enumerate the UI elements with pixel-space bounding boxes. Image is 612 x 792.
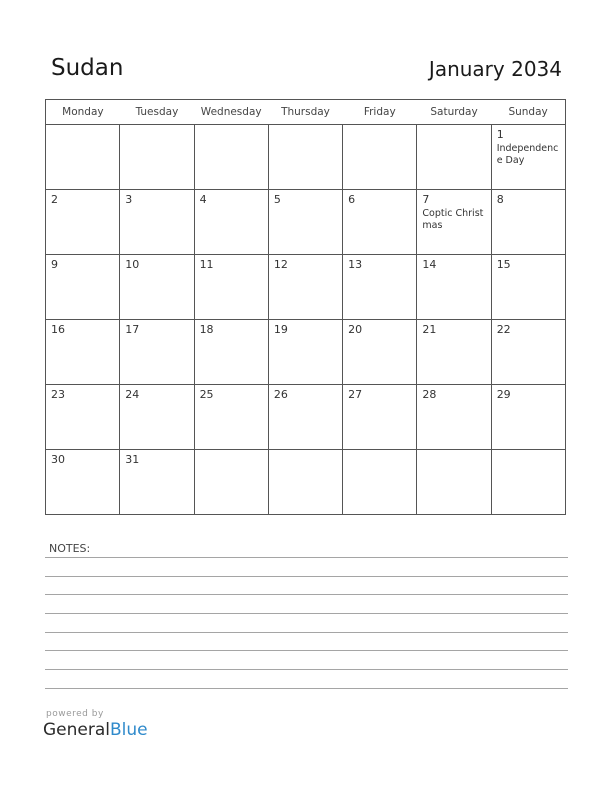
day-cell[interactable] xyxy=(194,320,268,385)
day-cell[interactable] xyxy=(491,190,565,255)
day-cell[interactable] xyxy=(417,385,491,450)
day-number: 11 xyxy=(199,258,214,271)
brand-logo[interactable] xyxy=(43,720,148,740)
day-number: 26 xyxy=(273,388,288,401)
day-number: 4 xyxy=(199,193,207,206)
week-row xyxy=(46,125,566,190)
weekday-header: Thursday xyxy=(268,100,342,125)
day-cell[interactable] xyxy=(417,125,491,190)
holiday-label: Coptic Christmas xyxy=(422,208,484,231)
weekday-header: Tuesday xyxy=(120,100,194,125)
day-cell[interactable] xyxy=(417,450,491,515)
day-cell[interactable] xyxy=(120,385,194,450)
day-cell[interactable] xyxy=(268,320,342,385)
notes-line xyxy=(45,594,568,595)
day-cell[interactable] xyxy=(343,320,417,385)
day-cell[interactable] xyxy=(417,320,491,385)
day-cell[interactable] xyxy=(46,320,120,385)
day-cell[interactable] xyxy=(491,125,565,190)
day-cell[interactable] xyxy=(46,190,120,255)
day-cell[interactable] xyxy=(120,450,194,515)
notes-line xyxy=(45,557,568,558)
brand-blue: Blue xyxy=(110,720,148,740)
day-number: 18 xyxy=(199,323,214,336)
day-number: 10 xyxy=(125,258,140,271)
day-cell[interactable] xyxy=(343,190,417,255)
brand-general: General xyxy=(43,720,110,740)
day-number: 3 xyxy=(125,193,133,206)
day-number: 14 xyxy=(422,258,437,271)
day-number: 1 xyxy=(496,128,504,141)
day-cell[interactable] xyxy=(46,125,120,190)
week-row xyxy=(46,450,566,515)
day-number: 17 xyxy=(125,323,140,336)
day-number: 19 xyxy=(273,323,288,336)
weekday-header-row xyxy=(46,100,566,125)
notes-line xyxy=(45,613,568,614)
notes-line xyxy=(45,576,568,577)
notes-line xyxy=(45,669,568,670)
weekday-header: Friday xyxy=(343,100,417,125)
country-title: Sudan xyxy=(51,55,124,81)
day-cell[interactable] xyxy=(194,255,268,320)
day-cell[interactable] xyxy=(343,125,417,190)
day-number: 16 xyxy=(51,323,65,336)
calendar-grid xyxy=(45,99,566,515)
weekday-header: Sunday xyxy=(491,100,565,125)
notes-line xyxy=(45,688,568,689)
day-cell[interactable] xyxy=(194,125,268,190)
day-number: 29 xyxy=(496,388,511,401)
day-cell[interactable] xyxy=(46,255,120,320)
day-cell[interactable] xyxy=(268,125,342,190)
powered-by-text: powered by xyxy=(46,709,104,719)
weekday-header: Saturday xyxy=(417,100,491,125)
day-cell[interactable] xyxy=(491,385,565,450)
notes-label: NOTES: xyxy=(49,542,91,555)
day-number: 7 xyxy=(422,193,430,206)
day-number: 25 xyxy=(199,388,214,401)
day-number: 30 xyxy=(51,453,65,466)
day-number: 12 xyxy=(273,258,288,271)
day-cell[interactable] xyxy=(343,255,417,320)
day-number: 27 xyxy=(348,388,363,401)
day-cell[interactable] xyxy=(194,450,268,515)
day-cell[interactable] xyxy=(268,190,342,255)
day-cell[interactable] xyxy=(120,255,194,320)
day-number: 13 xyxy=(348,258,363,271)
day-number: 21 xyxy=(422,323,437,336)
day-cell[interactable] xyxy=(417,255,491,320)
week-row xyxy=(46,255,566,320)
day-number: 8 xyxy=(496,193,504,206)
month-title: January 2034 xyxy=(428,57,562,81)
day-cell[interactable] xyxy=(491,255,565,320)
day-cell[interactable] xyxy=(194,190,268,255)
day-cell[interactable] xyxy=(268,450,342,515)
day-cell[interactable] xyxy=(343,450,417,515)
day-number: 15 xyxy=(496,258,511,271)
week-row xyxy=(46,190,566,255)
day-cell[interactable] xyxy=(491,320,565,385)
day-number: 28 xyxy=(422,388,437,401)
day-cell[interactable] xyxy=(491,450,565,515)
day-cell[interactable] xyxy=(194,385,268,450)
day-cell[interactable] xyxy=(417,190,491,255)
day-number: 31 xyxy=(125,453,140,466)
day-cell[interactable] xyxy=(120,125,194,190)
week-row xyxy=(46,385,566,450)
day-cell[interactable] xyxy=(46,385,120,450)
day-cell[interactable] xyxy=(343,385,417,450)
notes-line xyxy=(45,650,568,651)
day-number: 23 xyxy=(51,388,65,401)
day-cell[interactable] xyxy=(46,450,120,515)
day-number: 6 xyxy=(348,193,356,206)
weekday-header: Monday xyxy=(46,100,120,125)
day-cell[interactable] xyxy=(120,320,194,385)
holiday-label: Independence Day xyxy=(496,143,559,166)
week-row xyxy=(46,320,566,385)
day-number: 2 xyxy=(51,193,58,206)
weekday-header: Wednesday xyxy=(194,100,268,125)
day-cell[interactable] xyxy=(268,255,342,320)
day-cell[interactable] xyxy=(120,190,194,255)
notes-line xyxy=(45,632,568,633)
day-number: 24 xyxy=(125,388,140,401)
day-number: 5 xyxy=(273,193,281,206)
day-number: 22 xyxy=(496,323,511,336)
day-number: 20 xyxy=(348,323,363,336)
day-cell[interactable] xyxy=(268,385,342,450)
day-number: 9 xyxy=(51,258,58,271)
